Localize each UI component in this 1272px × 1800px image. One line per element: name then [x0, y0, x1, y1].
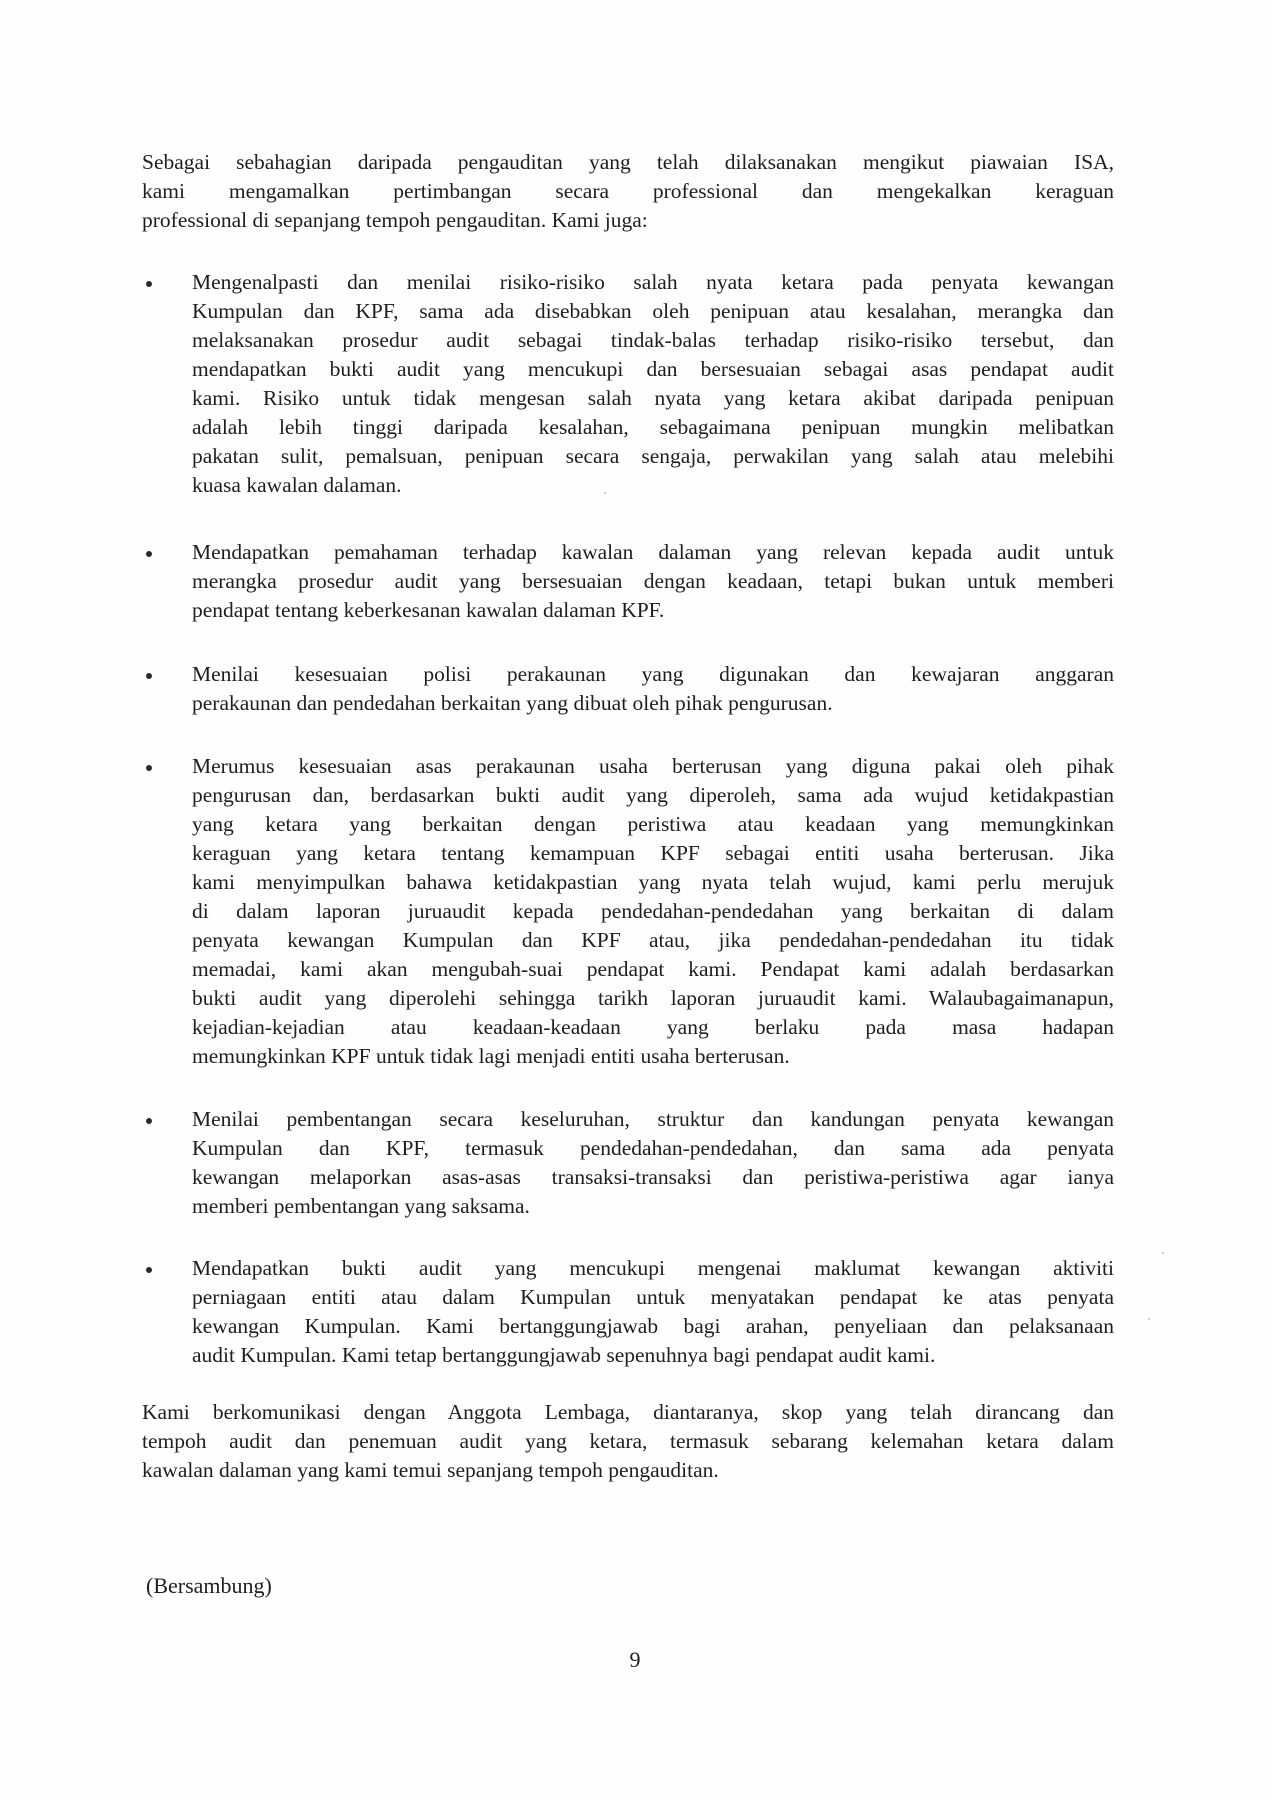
- bullet-line: kuasa kawalan dalaman.: [192, 473, 402, 497]
- bullet-line: mendapatkan bukti audit yang mencukupi dan bersesuaian sebagai asas pendapat audit: [192, 357, 1114, 381]
- bullet-line: Mendapatkan bukti audit yang mencukupi mengenai maklumat kewangan aktiviti: [192, 1256, 1114, 1280]
- bullet-icon: [146, 765, 152, 771]
- bullet-line: audit Kumpulan. Kami tetap bertanggungjawab sepenuhnya bagi pendapat audit kami.: [192, 1343, 936, 1367]
- bullet-line: memungkinkan KPF untuk tidak lagi menjadi entiti usaha berterusan.: [192, 1044, 790, 1068]
- bullet-line: merangka prosedur audit yang bersesuaian dengan keadaan, tetapi bukan untuk memberi: [192, 569, 1114, 593]
- bullet-line: melaksanakan prosedur audit sebagai tindak-balas terhadap risiko-risiko tersebut, dan: [192, 328, 1114, 352]
- bullet-line: kewangan melaporkan asas-asas transaksi-transaksi dan peristiwa-peristiwa agar ianya: [192, 1165, 1114, 1189]
- bullet-line: pengurusan dan, berdasarkan bukti audit yang diperoleh, sama ada wujud ketidakpastian: [192, 783, 1114, 807]
- bullet-line: Mengenalpasti dan menilai risiko-risiko salah nyata ketara pada penyata kewangan: [192, 270, 1114, 294]
- bullet-line: Kumpulan dan KPF, sama ada disebabkan oleh penipuan atau kesalahan, merangka dan: [192, 299, 1114, 323]
- intro-line: professional di sepanjang tempoh pengauditan. Kami juga:: [142, 208, 648, 232]
- scan-speck: [1162, 1252, 1164, 1254]
- bullet-icon: [146, 673, 152, 679]
- bullet-line: memberi pembentangan yang saksama.: [192, 1194, 530, 1218]
- bullet-icon: [146, 1267, 152, 1273]
- bullet-line: memadai, kami akan mengubah-suai pendapat kami. Pendapat kami adalah berdasarkan: [192, 957, 1114, 981]
- bullet-line: Kumpulan dan KPF, termasuk pendedahan-pendedahan, dan sama ada penyata: [192, 1136, 1114, 1160]
- bullet-line: perakaunan dan pendedahan berkaitan yang dibuat oleh pihak pengurusan.: [192, 691, 833, 715]
- closing-line: Kami berkomunikasi dengan Anggota Lembaga, diantaranya, skop yang telah dirancang dan: [142, 1400, 1114, 1424]
- bullet-icon: [146, 551, 152, 557]
- bullet-line: penyata kewangan Kumpulan dan KPF atau, jika pendedahan-pendedahan itu tidak: [192, 928, 1114, 952]
- bullet-line: kami. Risiko untuk tidak mengesan salah nyata yang ketara akibat daripada penipuan: [192, 386, 1114, 410]
- bullet-line: kejadian-kejadian atau keadaan-keadaan yang berlaku pada masa hadapan: [192, 1015, 1114, 1039]
- bullet-line: kewangan Kumpulan. Kami bertanggungjawab bagi arahan, penyeliaan dan pelaksanaan: [192, 1314, 1114, 1338]
- bullet-line: Merumus kesesuaian asas perakaunan usaha berterusan yang diguna pakai oleh pihak: [192, 754, 1114, 778]
- bullet-line: bukti audit yang diperolehi sehingga tarikh laporan juruaudit kami. Walaubagaimanapun,: [192, 986, 1114, 1010]
- continued-label: (Bersambung): [146, 1573, 272, 1598]
- bullet-line: perniagaan entiti atau dalam Kumpulan untuk menyatakan pendapat ke atas penyata: [192, 1285, 1114, 1309]
- scan-speck: [604, 492, 606, 494]
- bullet-text: [192, 660, 1114, 718]
- bullet-text: [192, 1105, 1114, 1221]
- bullet-icon: [146, 281, 152, 287]
- page-number: 9: [629, 1647, 641, 1672]
- bullet-line: yang ketara yang berkaitan dengan peristiwa atau keadaan yang memungkinkan: [192, 812, 1114, 836]
- bullet-line: Mendapatkan pemahaman terhadap kawalan dalaman yang relevan kepada audit untuk: [192, 540, 1114, 564]
- bullet-text: [192, 538, 1114, 625]
- bullet-line: di dalam laporan juruaudit kepada pendedahan-pendedahan yang berkaitan di dalam: [192, 899, 1114, 923]
- bullet-text: [192, 1254, 1114, 1370]
- bullet-line: Menilai kesesuaian polisi perakaunan yang digunakan dan kewajaran anggaran: [192, 662, 1114, 686]
- bullet-line: adalah lebih tinggi daripada kesalahan, sebagaimana penipuan mungkin melibatkan: [192, 415, 1114, 439]
- bullet-icon: [146, 1118, 152, 1124]
- bullet-line: keraguan yang ketara tentang kemampuan KPF sebagai entiti usaha berterusan. Jika: [192, 841, 1114, 865]
- closing-line: kawalan dalaman yang kami temui sepanjang tempoh pengauditan.: [142, 1458, 719, 1482]
- intro-paragraph: [142, 148, 1114, 235]
- bullet-text: [192, 752, 1114, 1071]
- closing-paragraph: [142, 1398, 1114, 1485]
- bullet-line: Menilai pembentangan secara keseluruhan, struktur dan kandungan penyata kewangan: [192, 1107, 1114, 1131]
- bullet-line: kami menyimpulkan bahawa ketidakpastian yang nyata telah wujud, kami perlu merujuk: [192, 870, 1114, 894]
- bullet-text: [192, 268, 1114, 500]
- closing-line: tempoh audit dan penemuan audit yang ketara, termasuk sebarang kelemahan ketara dalam: [142, 1429, 1114, 1453]
- intro-line: kami mengamalkan pertimbangan secara professional dan mengekalkan keraguan: [142, 179, 1114, 203]
- scan-speck: [1148, 1318, 1150, 1320]
- bullet-line: pakatan sulit, pemalsuan, penipuan secara sengaja, perwakilan yang salah atau melebihi: [192, 444, 1114, 468]
- intro-line: Sebagai sebahagian daripada pengauditan yang telah dilaksanakan mengikut piawaian ISA,: [142, 150, 1114, 174]
- bullet-line: pendapat tentang keberkesanan kawalan dalaman KPF.: [192, 598, 665, 622]
